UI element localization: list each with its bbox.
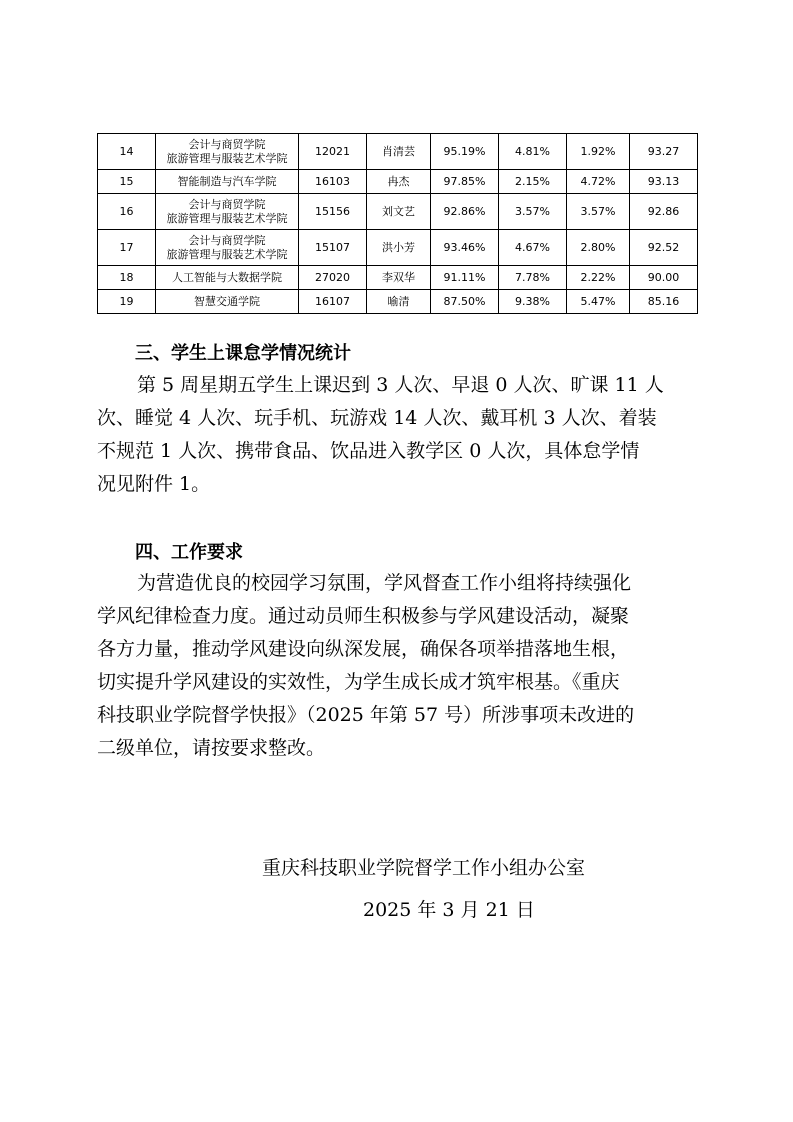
statistics-table-body — [98, 134, 698, 314]
rate2-cell: 7.78% — [499, 266, 567, 290]
row-number-cell: 18 — [98, 266, 156, 290]
college-name-line: 旅游管理与服装艺术学院 — [166, 247, 288, 261]
name-cell: 喻清 — [367, 290, 431, 314]
code-cell: 15107 — [299, 230, 367, 266]
name-cell: 李双华 — [367, 266, 431, 290]
signature-date: 2025 年 3 月 21 日 — [363, 899, 535, 921]
paragraph-line: 第 5 周星期五学生上课迟到 3 人次、早退 0 人次、旷课 11 人 — [137, 374, 664, 396]
statistics-table — [97, 133, 698, 314]
name-cell: 冉杰 — [367, 170, 431, 194]
section4-heading: 四、工作要求 — [135, 542, 243, 563]
table-row — [98, 194, 698, 230]
paragraph-line: 次、睡觉 4 人次、玩手机、玩游戏 14 人次、戴耳机 3 人次、着装 — [97, 407, 657, 429]
rate1-cell: 91.11% — [431, 266, 499, 290]
code-cell: 12021 — [299, 134, 367, 170]
rate2-cell: 2.15% — [499, 170, 567, 194]
signature-organization: 重庆科技职业学院督学工作小组办公室 — [262, 857, 586, 879]
table-row — [98, 266, 698, 290]
row-number-cell: 17 — [98, 230, 156, 266]
paragraph-line: 为营造优良的校园学习氛围，学风督查工作小组将持续强化 — [137, 572, 632, 594]
code-cell: 16107 — [299, 290, 367, 314]
table-row — [98, 230, 698, 266]
score-cell: 93.13 — [630, 170, 698, 194]
college-cell — [156, 134, 299, 170]
rate3-cell: 2.22% — [567, 266, 630, 290]
rate1-cell: 87.50% — [431, 290, 499, 314]
section4-paragraph — [97, 567, 697, 765]
rate1-cell: 93.46% — [431, 230, 499, 266]
rate2-cell: 9.38% — [499, 290, 567, 314]
college-name-line: 旅游管理与服装艺术学院 — [166, 151, 288, 165]
score-cell: 90.00 — [630, 266, 698, 290]
name-cell: 洪小芳 — [367, 230, 431, 266]
rate3-cell: 3.57% — [567, 194, 630, 230]
score-cell: 92.86 — [630, 194, 698, 230]
college-name-line: 会计与商贸学院 — [188, 233, 266, 247]
rate1-cell: 95.19% — [431, 134, 499, 170]
college-cell — [156, 230, 299, 266]
college-name-line: 智能制造与汽车学院 — [177, 174, 277, 188]
college-name-line: 人工智能与大数据学院 — [172, 270, 282, 284]
paragraph-line: 科技职业学院督学快报》（2025 年第 57 号）所涉事项未改进的 — [97, 704, 635, 726]
paragraph-line: 各方力量，推动学风建设向纵深发展，确保各项举措落地生根， — [97, 638, 630, 660]
rate2-cell: 4.81% — [499, 134, 567, 170]
code-cell: 15156 — [299, 194, 367, 230]
paragraph-line: 切实提升学风建设的实效性，为学生成长成才筑牢根基。《重庆 — [97, 671, 620, 693]
name-cell: 肖清芸 — [367, 134, 431, 170]
rate3-cell: 2.80% — [567, 230, 630, 266]
paragraph-line: 二级单位，请按要求整改。 — [97, 737, 326, 759]
score-cell: 85.16 — [630, 290, 698, 314]
row-number-cell: 19 — [98, 290, 156, 314]
table-row — [98, 290, 698, 314]
rate3-cell: 5.47% — [567, 290, 630, 314]
paragraph-line: 况见附件 1。 — [97, 473, 211, 495]
college-name-line: 会计与商贸学院 — [188, 137, 266, 151]
row-number-cell: 15 — [98, 170, 156, 194]
rate1-cell: 97.85% — [431, 170, 499, 194]
college-cell — [156, 170, 299, 194]
row-number-cell: 16 — [98, 194, 156, 230]
score-cell: 93.27 — [630, 134, 698, 170]
college-name-line: 智慧交通学院 — [194, 294, 260, 308]
paragraph-line: 不规范 1 人次、携带食品、饮品进入教学区 0 人次，具体怠学情 — [97, 440, 640, 462]
code-cell: 16103 — [299, 170, 367, 194]
college-name-line: 旅游管理与服装艺术学院 — [166, 211, 288, 225]
rate3-cell: 1.92% — [567, 134, 630, 170]
rate3-cell: 4.72% — [567, 170, 630, 194]
row-number-cell: 14 — [98, 134, 156, 170]
college-cell — [156, 266, 299, 290]
college-cell — [156, 194, 299, 230]
college-cell — [156, 290, 299, 314]
paragraph-line: 学风纪律检查力度。通过动员师生积极参与学风建设活动，凝聚 — [97, 605, 630, 627]
rate2-cell: 4.67% — [499, 230, 567, 266]
name-cell: 刘文艺 — [367, 194, 431, 230]
code-cell: 27020 — [299, 266, 367, 290]
rate2-cell: 3.57% — [499, 194, 567, 230]
rate1-cell: 92.86% — [431, 194, 499, 230]
table-row — [98, 170, 698, 194]
section3-heading: 三、学生上课怠学情况统计 — [135, 343, 351, 364]
table-row — [98, 134, 698, 170]
college-name-line: 会计与商贸学院 — [188, 197, 266, 211]
score-cell: 92.52 — [630, 230, 698, 266]
section3-paragraph — [97, 369, 697, 501]
